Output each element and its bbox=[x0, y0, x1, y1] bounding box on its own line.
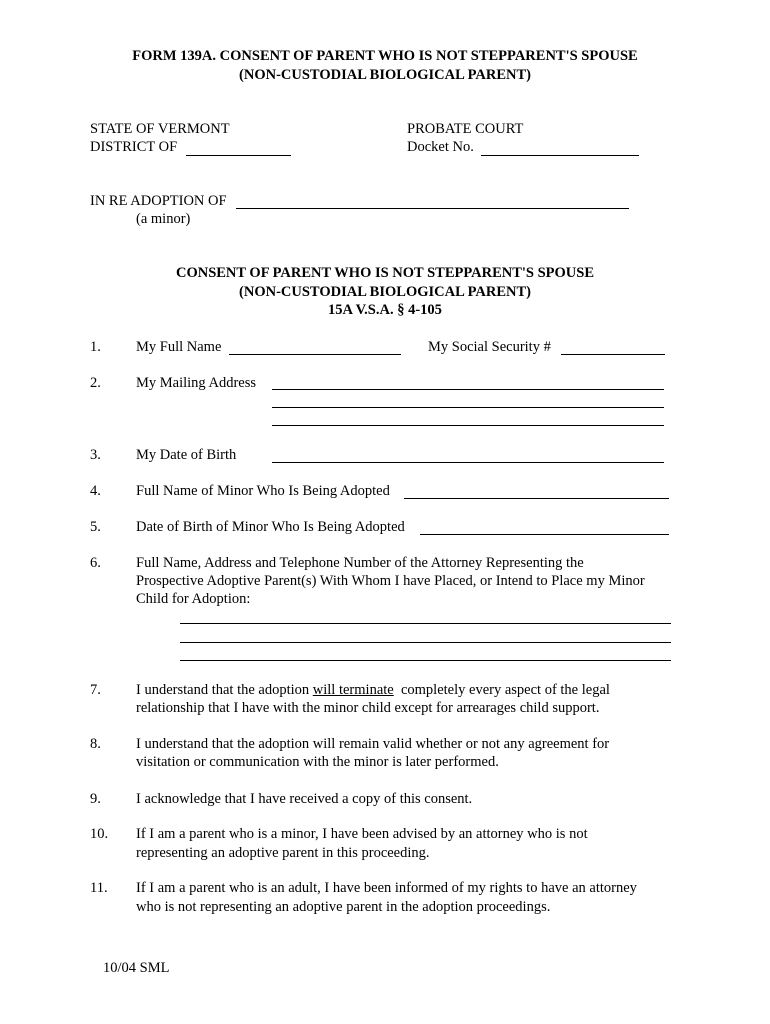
item-number: 11. bbox=[90, 880, 108, 896]
item-10-line1: If I am a parent who is a minor, I have been advised by an attorney who is not bbox=[136, 826, 588, 842]
court-label: PROBATE COURT bbox=[407, 121, 524, 137]
district-label: DISTRICT OF bbox=[90, 139, 178, 155]
item-number: 2. bbox=[90, 375, 101, 391]
item-7-post: completely every aspect of the legal bbox=[393, 682, 610, 698]
mailing-address-field-2[interactable] bbox=[272, 407, 664, 408]
will-terminate-emphasis: will terminate bbox=[312, 682, 394, 698]
state-label: STATE OF VERMONT bbox=[90, 121, 230, 137]
item-10-line2: representing an adoptive parent in this proceeding. bbox=[136, 845, 430, 861]
minor-label: (a minor) bbox=[136, 211, 191, 227]
full-name-field[interactable] bbox=[229, 354, 401, 355]
adoption-of-field[interactable] bbox=[236, 208, 629, 209]
form-title-line2: (NON-CUSTODIAL BIOLOGICAL PARENT) bbox=[239, 67, 531, 83]
item-8-line2: visitation or communication with the minor is later performed. bbox=[136, 754, 499, 770]
attorney-field-1[interactable] bbox=[180, 623, 671, 624]
item-8-line1: I understand that the adoption will remain valid whether or not any agreement for bbox=[136, 736, 610, 752]
ssn-label: My Social Security # bbox=[428, 339, 551, 355]
form-title-line1: FORM 139A. CONSENT OF PARENT WHO IS NOT STEPPARENT'S SPOUSE bbox=[132, 48, 638, 64]
attorney-field-3[interactable] bbox=[180, 660, 671, 661]
item-number: 6. bbox=[90, 555, 101, 571]
minor-name-field[interactable] bbox=[404, 498, 669, 499]
footer-code: 10/04 SML bbox=[103, 960, 170, 976]
item-number: 5. bbox=[90, 519, 101, 535]
attorney-text-line2: Prospective Adoptive Parent(s) With Whom I have Placed, or Intend to Place my Minor bbox=[136, 573, 645, 589]
attorney-text-line3: Child for Adoption: bbox=[136, 591, 251, 607]
item-number: 9. bbox=[90, 791, 101, 807]
minor-dob-field[interactable] bbox=[420, 534, 669, 535]
docket-label: Docket No. bbox=[407, 139, 474, 155]
date-of-birth-label: My Date of Birth bbox=[136, 447, 237, 463]
item-number: 8. bbox=[90, 736, 101, 752]
item-11-line1: If I am a parent who is an adult, I have been informed of my rights to have an attorney bbox=[136, 880, 637, 896]
subtitle-line3: 15A V.S.A. § 4-105 bbox=[328, 302, 442, 318]
minor-name-label: Full Name of Minor Who Is Being Adopted bbox=[136, 483, 390, 499]
item-number: 7. bbox=[90, 682, 101, 698]
item-number: 4. bbox=[90, 483, 101, 499]
item-number: 3. bbox=[90, 447, 101, 463]
item-11-line2: who is not representing an adoptive parent in the adoption proceedings. bbox=[136, 899, 551, 915]
mailing-address-field-1[interactable] bbox=[272, 389, 664, 390]
item-7-line2: relationship that I have with the minor child except for arrearages child support. bbox=[136, 700, 600, 716]
date-of-birth-field[interactable] bbox=[272, 462, 664, 463]
mailing-address-field-3[interactable] bbox=[272, 425, 664, 426]
item-7-pre: I understand that the adoption bbox=[136, 682, 313, 698]
attorney-field-2[interactable] bbox=[180, 642, 671, 643]
district-field[interactable] bbox=[186, 155, 291, 156]
ssn-field[interactable] bbox=[561, 354, 665, 355]
docket-field[interactable] bbox=[481, 155, 639, 156]
subtitle-line2: (NON-CUSTODIAL BIOLOGICAL PARENT) bbox=[239, 284, 531, 300]
item-number: 1. bbox=[90, 339, 101, 355]
item-9-line1: I acknowledge that I have received a copy of this consent. bbox=[136, 791, 473, 807]
item-7-line1 bbox=[136, 682, 610, 699]
minor-dob-label: Date of Birth of Minor Who Is Being Adopted bbox=[136, 519, 405, 535]
attorney-text-line1: Full Name, Address and Telephone Number of the Attorney Representing the bbox=[136, 555, 584, 571]
adoption-of-label: IN RE ADOPTION OF bbox=[90, 193, 227, 209]
full-name-label: My Full Name bbox=[136, 339, 222, 355]
mailing-address-label: My Mailing Address bbox=[136, 375, 257, 391]
subtitle-line1: CONSENT OF PARENT WHO IS NOT STEPPARENT'S SPOUSE bbox=[175, 265, 595, 281]
item-number: 10. bbox=[90, 826, 109, 842]
